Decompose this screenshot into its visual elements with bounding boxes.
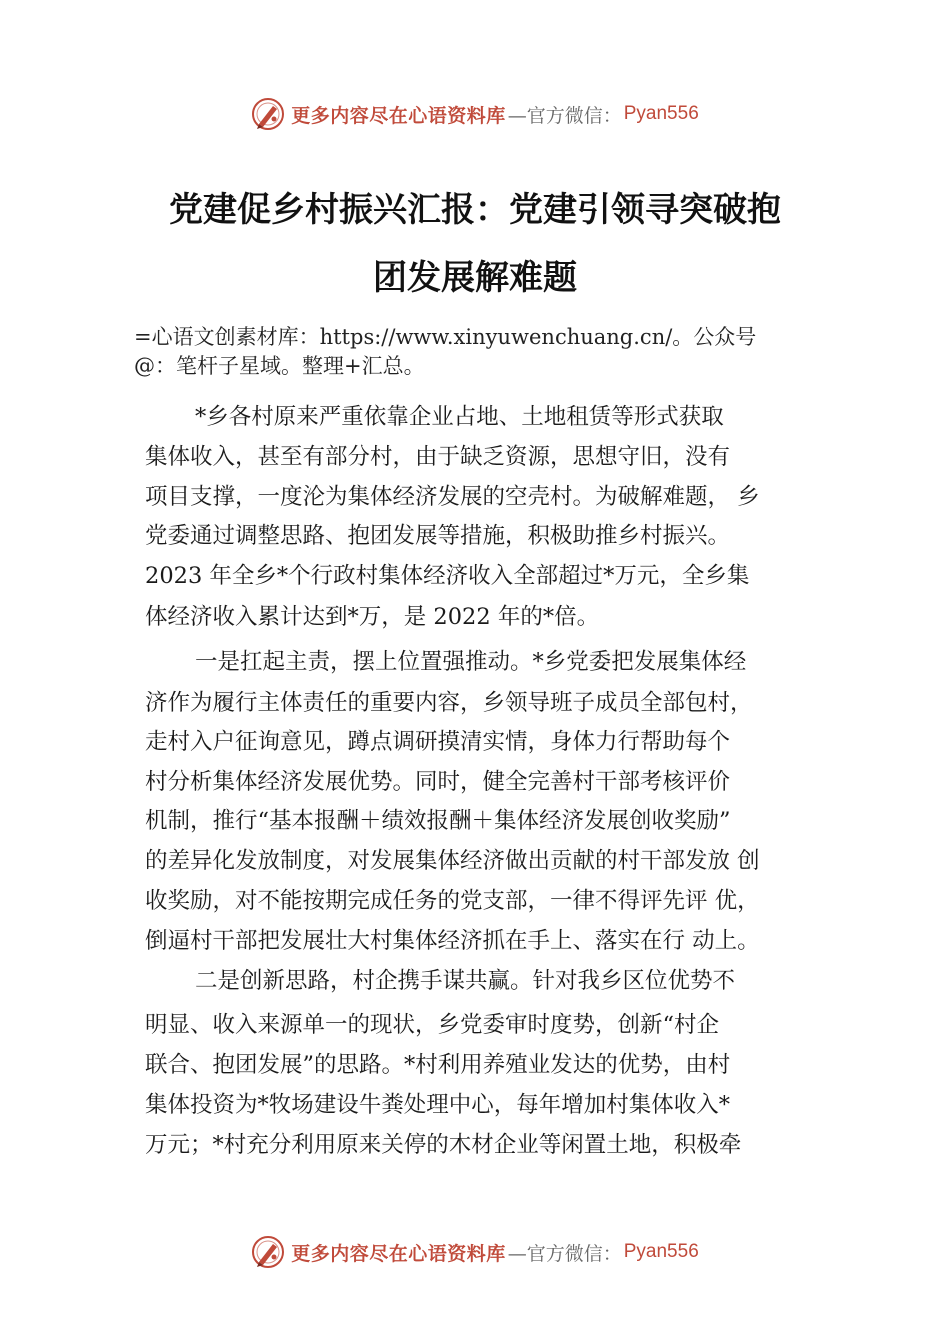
body-line: 项目支撑，一度沦为集体经济发展的空壳村。为破解难题， 乡 (145, 484, 760, 510)
body-line: 2023 年全乡*个行政村集体经济收入全部超过*万元，全乡集 (145, 563, 750, 589)
source-note-line-1: =心语文创素材库：https://www.xinyuwenchuang.cn/。公众号 (134, 325, 757, 349)
body-line: 收奖励，对不能按期完成任务的党支部，一律不得评先评 优， (145, 888, 760, 914)
body-line: 明显、收入来源单一的现状，乡党委审时度势，创新“村企 (145, 1012, 720, 1038)
footer-banner (0, 1232, 950, 1272)
header-banner-text: 更多内容尽在心语资料库 (291, 104, 506, 127)
body-line: 倒逼村干部把发展壮大村集体经济抓在手上、落实在行 动上。 (145, 928, 760, 954)
body-line: 一是扛起主责，摆上位置强推动。*乡党委把发展集体经 (195, 649, 747, 675)
body-line: 机制，推行“基本报酬＋绩效报酬＋集体经济发展创收奖励” (145, 808, 731, 834)
body-line: 的差异化发放制度，对发展集体经济做出贡献的村干部发放 创 (145, 848, 760, 874)
header-wechat-id: Pyan556 (623, 103, 699, 124)
body-line: 党委通过调整思路、抱团发展等措施，积极助推乡村振兴。 (145, 523, 731, 549)
document-title-line-2: 团发展解难题 (373, 258, 577, 298)
body-line: 走村入户征询意见，蹲点调研摸清实情，身体力行帮助每个 (145, 729, 731, 755)
body-line: 体经济收入累计达到*万，是 2022 年的*倍。 (145, 604, 600, 630)
footer-wechat-id: Pyan556 (623, 1241, 699, 1262)
source-note-line-2: @：笔杆子星域。整理+汇总。 (134, 354, 425, 378)
footer-banner-text: 更多内容尽在心语资料库 (291, 1242, 506, 1265)
body-line: *乡各村原来严重依靠企业占地、土地租赁等形式获取 (195, 404, 724, 430)
footer-banner-label: —官方微信： (507, 1242, 622, 1265)
header-banner-label: —官方微信： (507, 104, 622, 127)
body-line: 二是创新思路，村企携手谋共赢。针对我乡区位优势不 (195, 968, 736, 994)
body-line: 联合、抱团发展”的思路。*村利用养殖业发达的优势，由村 (145, 1052, 731, 1078)
body-line: 村分析集体经济发展优势。同时，健全完善村干部考核评价 (145, 769, 731, 795)
body-line: 集体收入，甚至有部分村，由于缺乏资源，思想守旧，没有 (145, 444, 731, 470)
body-line: 集体投资为*牧场建设牛粪处理中心，每年增加村集体收入* (145, 1092, 731, 1118)
pen-logo-icon (251, 1235, 285, 1269)
document-title-line-1: 党建促乡村振兴汇报：党建引领寻突破抱 (169, 190, 781, 230)
body-line: 济作为履行主体责任的重要内容，乡领导班子成员全部包村， (145, 690, 753, 716)
header-banner (0, 94, 950, 134)
pen-logo-icon (251, 97, 285, 131)
body-line: 万元；*村充分利用原来关停的木材企业等闲置土地，积极牵 (145, 1132, 742, 1158)
